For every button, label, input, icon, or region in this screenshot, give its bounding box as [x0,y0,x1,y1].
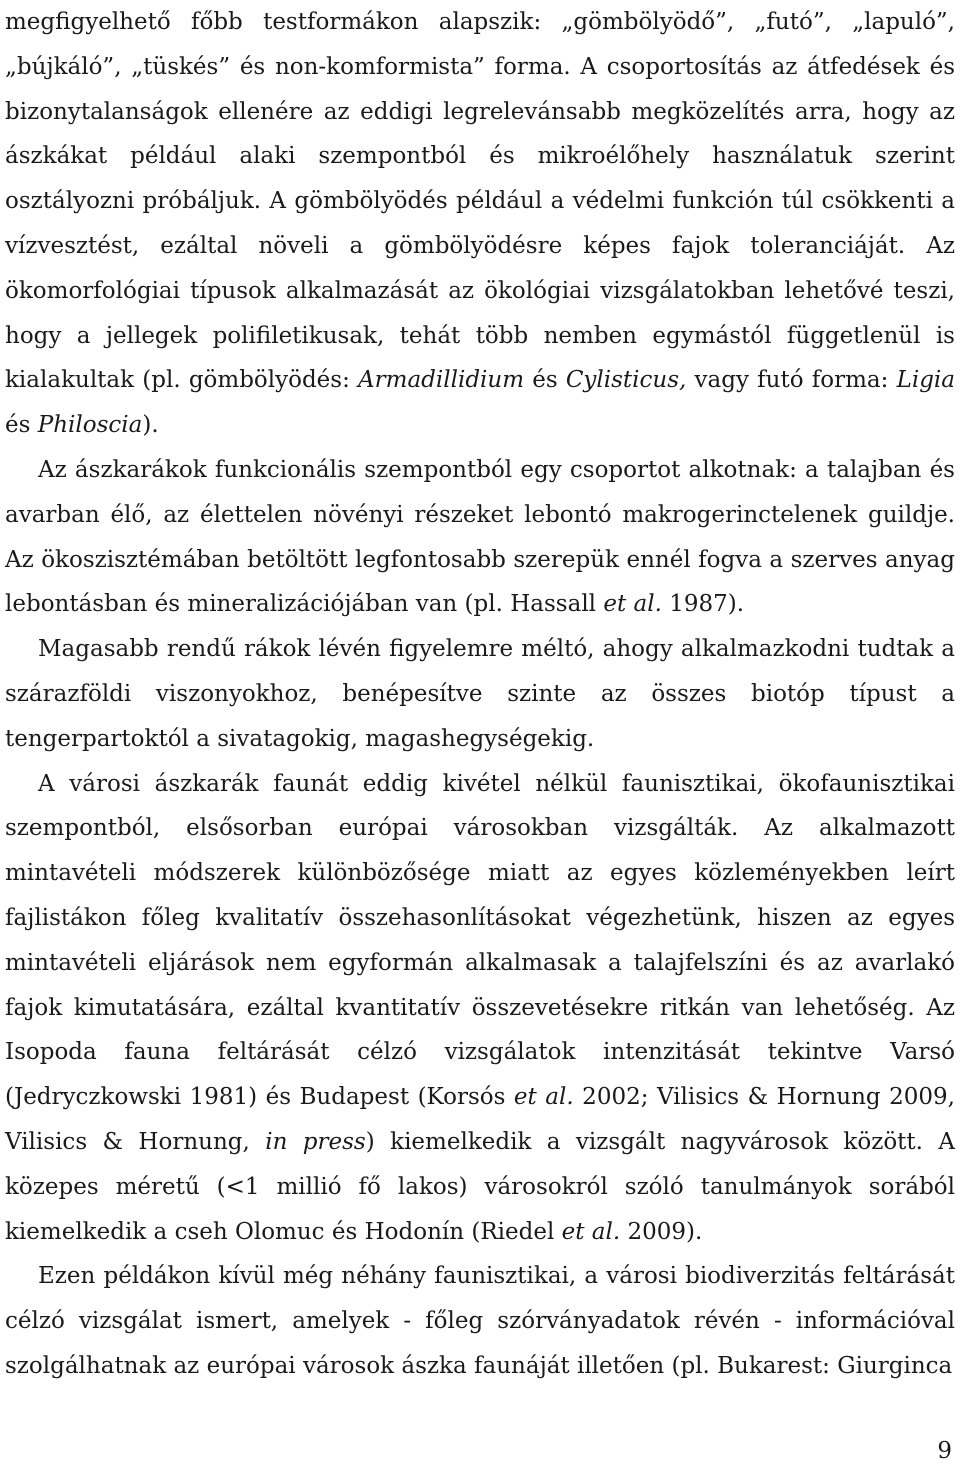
paragraph-ecomorphology: megfigyelhető főbb testformákon alapszik: „gömbölyödő”, „futó”, „lapuló”, „bújkáló”, „tüskés” és non-komformista” forma. A csoportosítás az átfedések és bizonytalanságok ellenére az eddigi legrelevánsabb megközelítés arra, hogy az ászkákat például alaki szempontból és mikroélőhely használatuk szerint osztályozni próbáljuk. A gömbölyödés például a védelmi funkción túl csökkenti a vízvesztést, ezáltal növeli a gömbölyödésre képes fajok toleranciáját. Az ökomorfológiai típusok alkalmazását az ökológiai vizsgálatokban lehetővé teszi, hogy a jellegek polifiletikusak, tehát több nemben egymástól függetlenül is kialakultak (pl. gömbölyödés: Armadillidium és Cylisticus, vagy futó forma: Ligia és Philoscia). [5,9,955,439]
page-number: 9 [937,1438,952,1464]
citation-in-press: in press [265,1128,366,1155]
document-body [5,0,955,1389]
taxon-armadillidium: Armadillidium [358,367,525,394]
paragraph-other-examples: Ezen példákon kívül még néhány faunisztikai, a városi biodiverzitás feltárását célzó vizsgálat ismert, amelyek - főleg szórványadatok révén - információval szolgálhatnak az európai városok ászka faunáját illetően (pl. Bukarest: Giurginca [5,1263,955,1379]
taxon-ligia: Ligia [896,367,955,394]
citation-et-al: et al. [561,1218,621,1245]
citation-et-al: et al. [513,1084,574,1111]
citation-et-al: et al. [603,591,662,618]
paragraph-function: Az ászkarákok funkcionális szempontból egy csoportot alkotnak: a talajban és avarban élő, az élettelen növényi részeket lebontó makrogerinctelenek guildje. Az ökoszisztémában betöltött legfontosabb szerepük ennél fogva a szerves anyag lebontásban és mineralizációjában van (pl. Hassall et al. 1987). [5,456,955,618]
taxon-cylisticus: Cylisticus, [565,367,687,394]
paragraph-adaptation: Magasabb rendű rákok lévén figyelemre méltó, ahogy alkalmazkodni tudtak a szárazföldi viszonyokhoz, benépesítve szinte az összes biotóp típust a tengerpartoktól a sivatagokig, magashegységekig. [5,636,955,752]
taxon-philoscia: Philoscia [37,412,143,439]
paragraph-urban-fauna: A városi ászkarák faunát eddig kivétel nélkül faunisztikai, ökofaunisztikai szempontból, elsősorban európai városokban vizsgálták. Az alkalmazott mintavételi módszerek különbözősége miatt az egyes közleményekben leírt fajlistákon főleg kvalitatív összehasonlításokat végezhetünk, hiszen az egyes mintavételi eljárások nem egyformán alkalmasak a talajfelszíni és az avarlakó fajok kimutatására, ezáltal kvantitatív összevetésekre ritkán van lehetőség. Az Isopoda fauna feltárását célzó vizsgálatok intenzitását tekintve Varsó (Jedryczkowski 1981) és Budapest (Korsós et al. 2002; Vilisics & Hornung 2009, Vilisics & Hornung, in press) kiemelkedik a vizsgált nagyvárosok között. A közepes méretű (<1 millió fő lakos) városokról szóló tanulmányok sorából kiemelkedik a cseh Olomuc és Hodonín (Riedel et al. 2009). [5,770,956,1245]
